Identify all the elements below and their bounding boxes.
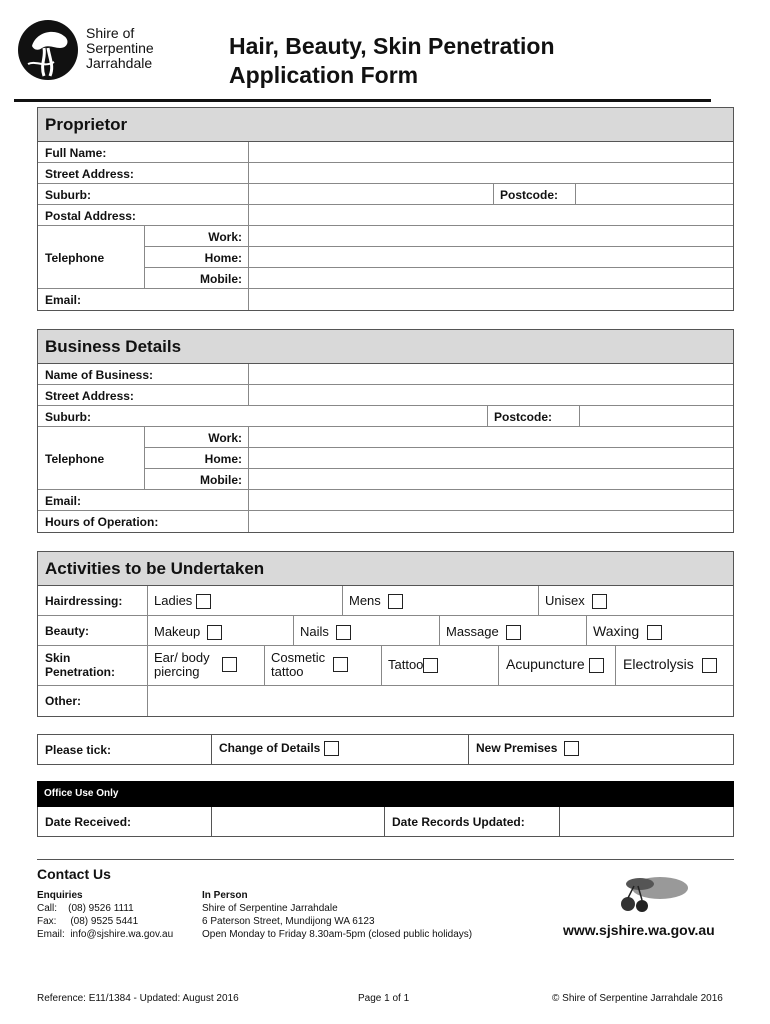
title-line-2: Application Form	[229, 62, 419, 88]
unisex-checkbox[interactable]	[592, 594, 607, 609]
title-divider	[14, 99, 711, 102]
proprietor-email-row	[38, 289, 733, 310]
work-label: Work:	[208, 230, 242, 244]
waxing-checkbox[interactable]	[647, 625, 662, 640]
postcode-label: Postcode:	[494, 410, 553, 424]
acupuncture-option[interactable]	[506, 656, 604, 673]
mens-checkbox[interactable]	[388, 594, 403, 609]
ladies-checkbox[interactable]	[196, 594, 211, 609]
business-postcode-field[interactable]	[580, 406, 733, 426]
business-mobile-field[interactable]	[249, 469, 733, 490]
unisex-label: Unisex	[545, 593, 585, 608]
business-work-field[interactable]	[249, 427, 733, 447]
contact-email: Email: info@sjshire.wa.gov.au	[37, 929, 174, 940]
in-person-line3: Open Monday to Friday 8.30am-5pm (closed public holidays)	[202, 929, 473, 940]
nails-checkbox[interactable]	[336, 625, 351, 640]
proprietor-full-name-field[interactable]	[249, 142, 733, 162]
business-hours-row	[38, 511, 733, 532]
skin-label-line2: Penetration:	[45, 665, 116, 679]
beauty-row	[38, 616, 733, 646]
fax-number: Fax: (08) 9525 5441	[37, 916, 139, 927]
electrolysis-option[interactable]	[623, 656, 717, 673]
hours-label: Hours of Operation:	[45, 515, 159, 529]
makeup-label: Makeup	[154, 624, 201, 639]
date-received-field[interactable]	[212, 807, 384, 836]
cosmetic-line2: tattoo	[271, 664, 304, 679]
proprietor-street-row	[38, 163, 733, 184]
proprietor-postal-field[interactable]	[249, 205, 733, 225]
proprietor-section	[37, 107, 734, 311]
business-name-row	[38, 364, 733, 385]
proprietor-work-row	[144, 226, 733, 247]
massage-option[interactable]	[446, 624, 521, 640]
street-address-label: Street Address:	[45, 167, 134, 181]
telephone-label: Telephone	[45, 251, 105, 265]
in-person-line2: 6 Paterson Street, Mundijong WA 6123	[202, 916, 375, 927]
ear-line1: Ear/ body	[154, 650, 210, 665]
proprietor-home-row	[144, 247, 733, 268]
skin-penetration-row	[38, 646, 733, 686]
hairdressing-row	[38, 586, 733, 616]
reference-text: Reference: E11/1384 - Updated: August 2016	[37, 993, 239, 1004]
mens-label: Mens	[349, 593, 381, 608]
skin-label-line1: Skin	[45, 651, 71, 665]
massage-label: Massage	[446, 624, 499, 639]
proprietor-heading: Proprietor	[38, 108, 733, 142]
business-section	[37, 329, 734, 533]
cosmetic-line1: Cosmetic	[271, 650, 326, 665]
waxing-label: Waxing	[593, 623, 640, 639]
business-mobile-row	[144, 469, 733, 490]
mobile-label: Mobile:	[200, 473, 242, 487]
new-premises-checkbox[interactable]	[564, 741, 579, 756]
business-suburb-field[interactable]	[144, 406, 487, 426]
shire-emblem-icon	[612, 870, 692, 923]
makeup-option[interactable]	[154, 624, 222, 640]
office-use-heading: Office Use Only	[37, 781, 734, 807]
proprietor-mobile-row	[144, 268, 733, 289]
other-row	[38, 686, 733, 716]
date-records-updated-field[interactable]	[560, 807, 733, 836]
proprietor-suburb-row	[38, 184, 733, 205]
proprietor-email-field[interactable]	[249, 289, 733, 310]
business-home-row	[144, 448, 733, 469]
title-line-1: Hair, Beauty, Skin Penetration	[229, 33, 555, 59]
business-telephone-block	[38, 427, 733, 490]
ear-body-piercing-label	[154, 651, 210, 679]
postcode-label: Postcode:	[500, 188, 559, 202]
in-person-heading: In Person	[202, 890, 248, 901]
date-records-updated-label: Date Records Updated:	[392, 815, 525, 829]
acupuncture-label: Acupuncture	[506, 656, 585, 672]
proprietor-street-field[interactable]	[249, 163, 733, 183]
enquiries-block	[37, 889, 173, 941]
business-home-field[interactable]	[249, 448, 733, 468]
cosmetic-tattoo-label	[271, 651, 325, 679]
proprietor-full-name-row	[38, 142, 733, 163]
makeup-checkbox[interactable]	[207, 625, 222, 640]
ear-body-piercing-checkbox[interactable]	[222, 657, 237, 672]
business-street-field[interactable]	[249, 385, 733, 405]
business-name-label: Name of Business:	[45, 368, 154, 382]
change-of-details-label: Change of Details	[219, 741, 321, 755]
full-name-label: Full Name:	[45, 146, 107, 160]
business-email-field[interactable]	[249, 490, 733, 510]
telephone-label: Telephone	[45, 452, 105, 466]
shire-logo-icon	[14, 18, 84, 82]
massage-checkbox[interactable]	[506, 625, 521, 640]
proprietor-work-field[interactable]	[249, 226, 733, 246]
other-field[interactable]	[148, 686, 733, 716]
postal-address-label: Postal Address:	[45, 209, 136, 223]
proprietor-telephone-block	[38, 226, 733, 289]
hairdressing-label: Hairdressing:	[45, 594, 123, 608]
call-number: Call: (08) 9526 1111	[37, 903, 134, 914]
new-premises-label: New Premises	[476, 741, 558, 755]
change-of-details-option[interactable]	[219, 741, 339, 756]
proprietor-postcode-field[interactable]	[576, 184, 733, 204]
shire-name	[86, 26, 154, 71]
activities-section	[37, 551, 734, 717]
other-label: Other:	[45, 694, 81, 708]
tattoo-checkbox[interactable]	[423, 658, 438, 673]
org-line-1: Shire of	[86, 25, 135, 41]
proprietor-home-field[interactable]	[249, 247, 733, 267]
ear-line2: piercing	[154, 664, 200, 679]
copyright-text: © Shire of Serpentine Jarrahdale 2016	[552, 993, 723, 1004]
business-street-row	[38, 385, 733, 406]
business-name-field[interactable]	[249, 364, 733, 384]
skin-penetration-label	[45, 651, 115, 679]
tattoo-option[interactable]	[388, 657, 438, 673]
business-heading: Business Details	[38, 330, 733, 364]
business-suburb-row	[38, 406, 733, 427]
form-title	[229, 32, 555, 90]
website-link[interactable]: www.sjshire.wa.gov.au	[563, 922, 715, 938]
nails-label: Nails	[300, 624, 329, 639]
proprietor-mobile-field[interactable]	[249, 268, 733, 289]
home-label: Home:	[204, 452, 242, 466]
suburb-label: Suburb:	[45, 188, 91, 202]
business-hours-field[interactable]	[249, 511, 733, 532]
street-address-label: Street Address:	[45, 389, 134, 403]
work-label: Work:	[208, 431, 242, 445]
waxing-option[interactable]	[593, 623, 662, 640]
mens-option[interactable]	[349, 593, 403, 609]
electrolysis-checkbox[interactable]	[702, 658, 717, 673]
proprietor-postal-row	[38, 205, 733, 226]
new-premises-option[interactable]	[476, 741, 579, 756]
office-use-section	[37, 807, 734, 837]
business-email-row	[38, 490, 733, 511]
in-person-block	[202, 889, 472, 941]
page-number: Page 1 of 1	[358, 993, 410, 1004]
mobile-label: Mobile:	[200, 272, 242, 286]
email-label: Email:	[45, 293, 82, 307]
change-of-details-checkbox[interactable]	[324, 741, 339, 756]
contact-divider	[37, 859, 734, 860]
tattoo-label: Tattoo	[388, 657, 424, 672]
in-person-line1: Shire of Serpentine Jarrahdale	[202, 903, 338, 914]
date-received-label: Date Received:	[45, 815, 132, 829]
acupuncture-checkbox[interactable]	[589, 658, 604, 673]
org-line-2: Serpentine	[86, 40, 154, 56]
beauty-label: Beauty:	[45, 624, 90, 638]
org-line-3: Jarrahdale	[86, 55, 153, 71]
ladies-option[interactable]	[154, 593, 211, 609]
nails-option[interactable]	[300, 624, 351, 640]
electrolysis-label: Electrolysis	[623, 656, 694, 672]
ladies-label: Ladies	[154, 593, 193, 608]
contact-title: Contact Us	[37, 866, 111, 882]
enquiries-heading: Enquiries	[37, 890, 83, 901]
business-work-row	[144, 427, 733, 448]
email-label: Email:	[45, 494, 82, 508]
please-tick-section	[37, 734, 734, 765]
proprietor-suburb-field[interactable]	[249, 184, 493, 204]
please-tick-label: Please tick:	[45, 743, 112, 757]
activities-heading: Activities to be Undertaken	[38, 552, 733, 586]
unisex-option[interactable]	[545, 593, 607, 609]
suburb-label: Suburb:	[45, 410, 91, 424]
cosmetic-tattoo-checkbox[interactable]	[333, 657, 348, 672]
home-label: Home:	[204, 251, 242, 265]
